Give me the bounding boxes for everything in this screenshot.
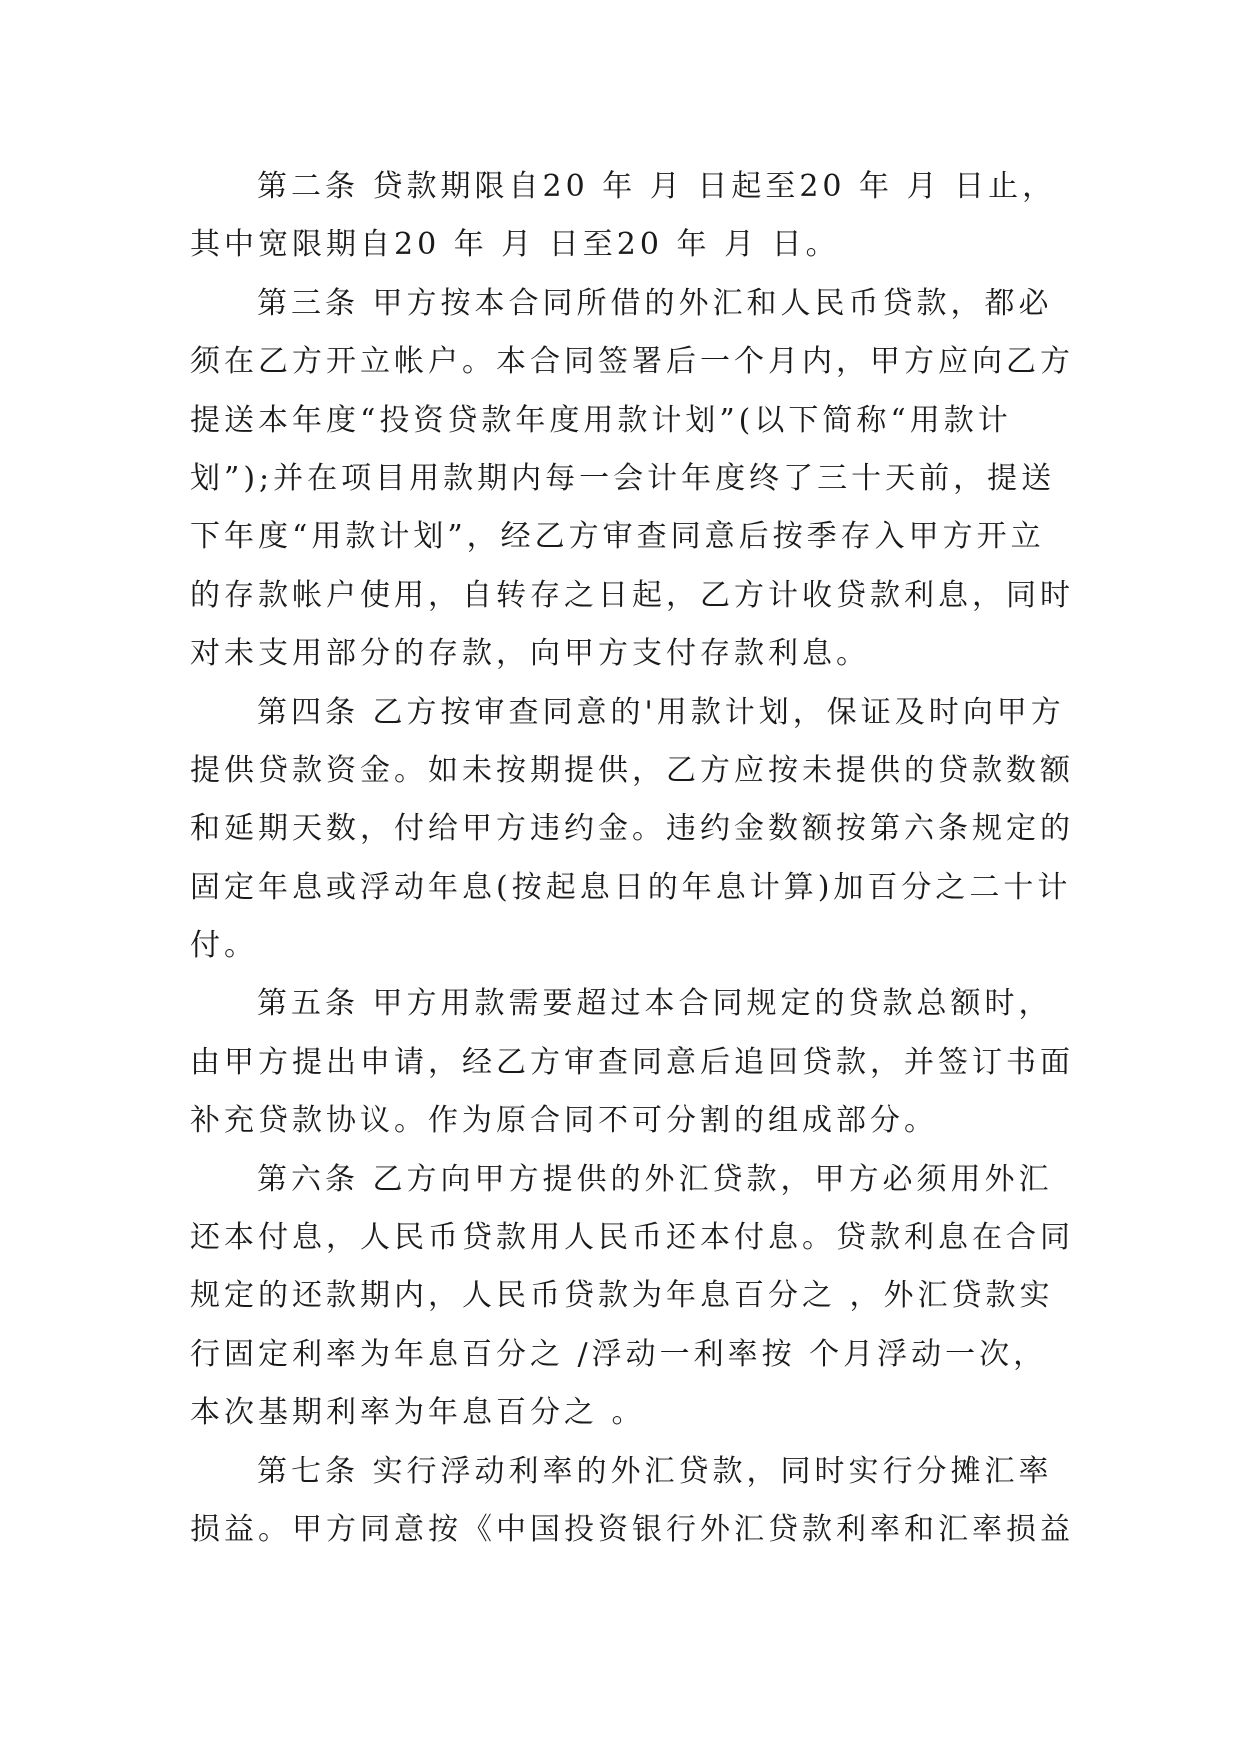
- article-3-line-7: 对未支用部分的存款，向甲方支付存款利息。: [190, 636, 870, 672]
- article-3-line-3: 提送本年度“投资贷款年度用款计划”(以下简称“用款计: [190, 402, 1012, 438]
- article-6-line-2: 还本付息，人民币贷款用人民币还本付息。贷款利息在合同: [190, 1220, 1074, 1256]
- article-3-line-5: 下年度“用款计划”，经乙方审查同意后按季存入甲方开立: [190, 519, 1045, 555]
- article-5-line-3: 补充贷款协议。作为原合同不可分割的组成部分。: [190, 1103, 938, 1139]
- article-4-line-5: 付。: [190, 928, 258, 964]
- article-5-line-2: 由甲方提出申请，经乙方审查同意后追回贷款，并签订书面: [190, 1044, 1074, 1080]
- article-4-line-3: 和延期天数，付给甲方违约金。违约金数额按第六条规定的: [190, 811, 1074, 847]
- article-4-line-1: 第四条 乙方按审查同意的'用款计划，保证及时向甲方: [257, 694, 1065, 730]
- article-4-line-4: 固定年息或浮动年息(按起息日的年息计算)加百分之二十计: [190, 869, 1072, 905]
- article-6-line-3: 规定的还款期内，人民币贷款为年息百分之 ，外汇贷款实: [190, 1278, 1054, 1314]
- article-2-line-2: 其中宽限期自20 年 月 日至20 年 月 日。: [190, 227, 840, 263]
- article-6-line-1: 第六条 乙方向甲方提供的外汇贷款，甲方必须用外汇: [257, 1161, 1053, 1197]
- article-4-line-2: 提供贷款资金。如未按期提供，乙方应按未提供的贷款数额: [190, 752, 1074, 788]
- article-3-line-2: 须在乙方开立帐户。本合同签署后一个月内，甲方应向乙方: [190, 344, 1074, 380]
- article-2-line-1: 第二条 贷款期限自20 年 月 日起至20 年 月 日止，: [257, 169, 1057, 204]
- article-5-line-1: 第五条 甲方用款需要超过本合同规定的贷款总额时，: [257, 986, 1053, 1022]
- article-6-line-4: 行固定利率为年息百分之 /浮动一利率按 个月浮动一次，: [190, 1336, 1048, 1372]
- contract-body: [190, 158, 1074, 1559]
- article-6-line-5: 本次基期利率为年息百分之 。: [190, 1395, 646, 1431]
- article-3-line-4: 划”);并在项目用款期内每一会计年度终了三十天前，提送: [190, 460, 1056, 496]
- article-7-line-1: 第七条 实行浮动利率的外汇贷款，同时实行分摊汇率: [257, 1453, 1053, 1489]
- article-3-line-6: 的存款帐户使用，自转存之日起，乙方计收贷款利息，同时: [190, 577, 1074, 613]
- article-7-line-2: 损益。甲方同意按《中国投资银行外汇贷款利率和汇率损益: [190, 1511, 1074, 1547]
- article-3-line-1: 第三条 甲方按本合同所借的外汇和人民币贷款，都必: [257, 285, 1053, 321]
